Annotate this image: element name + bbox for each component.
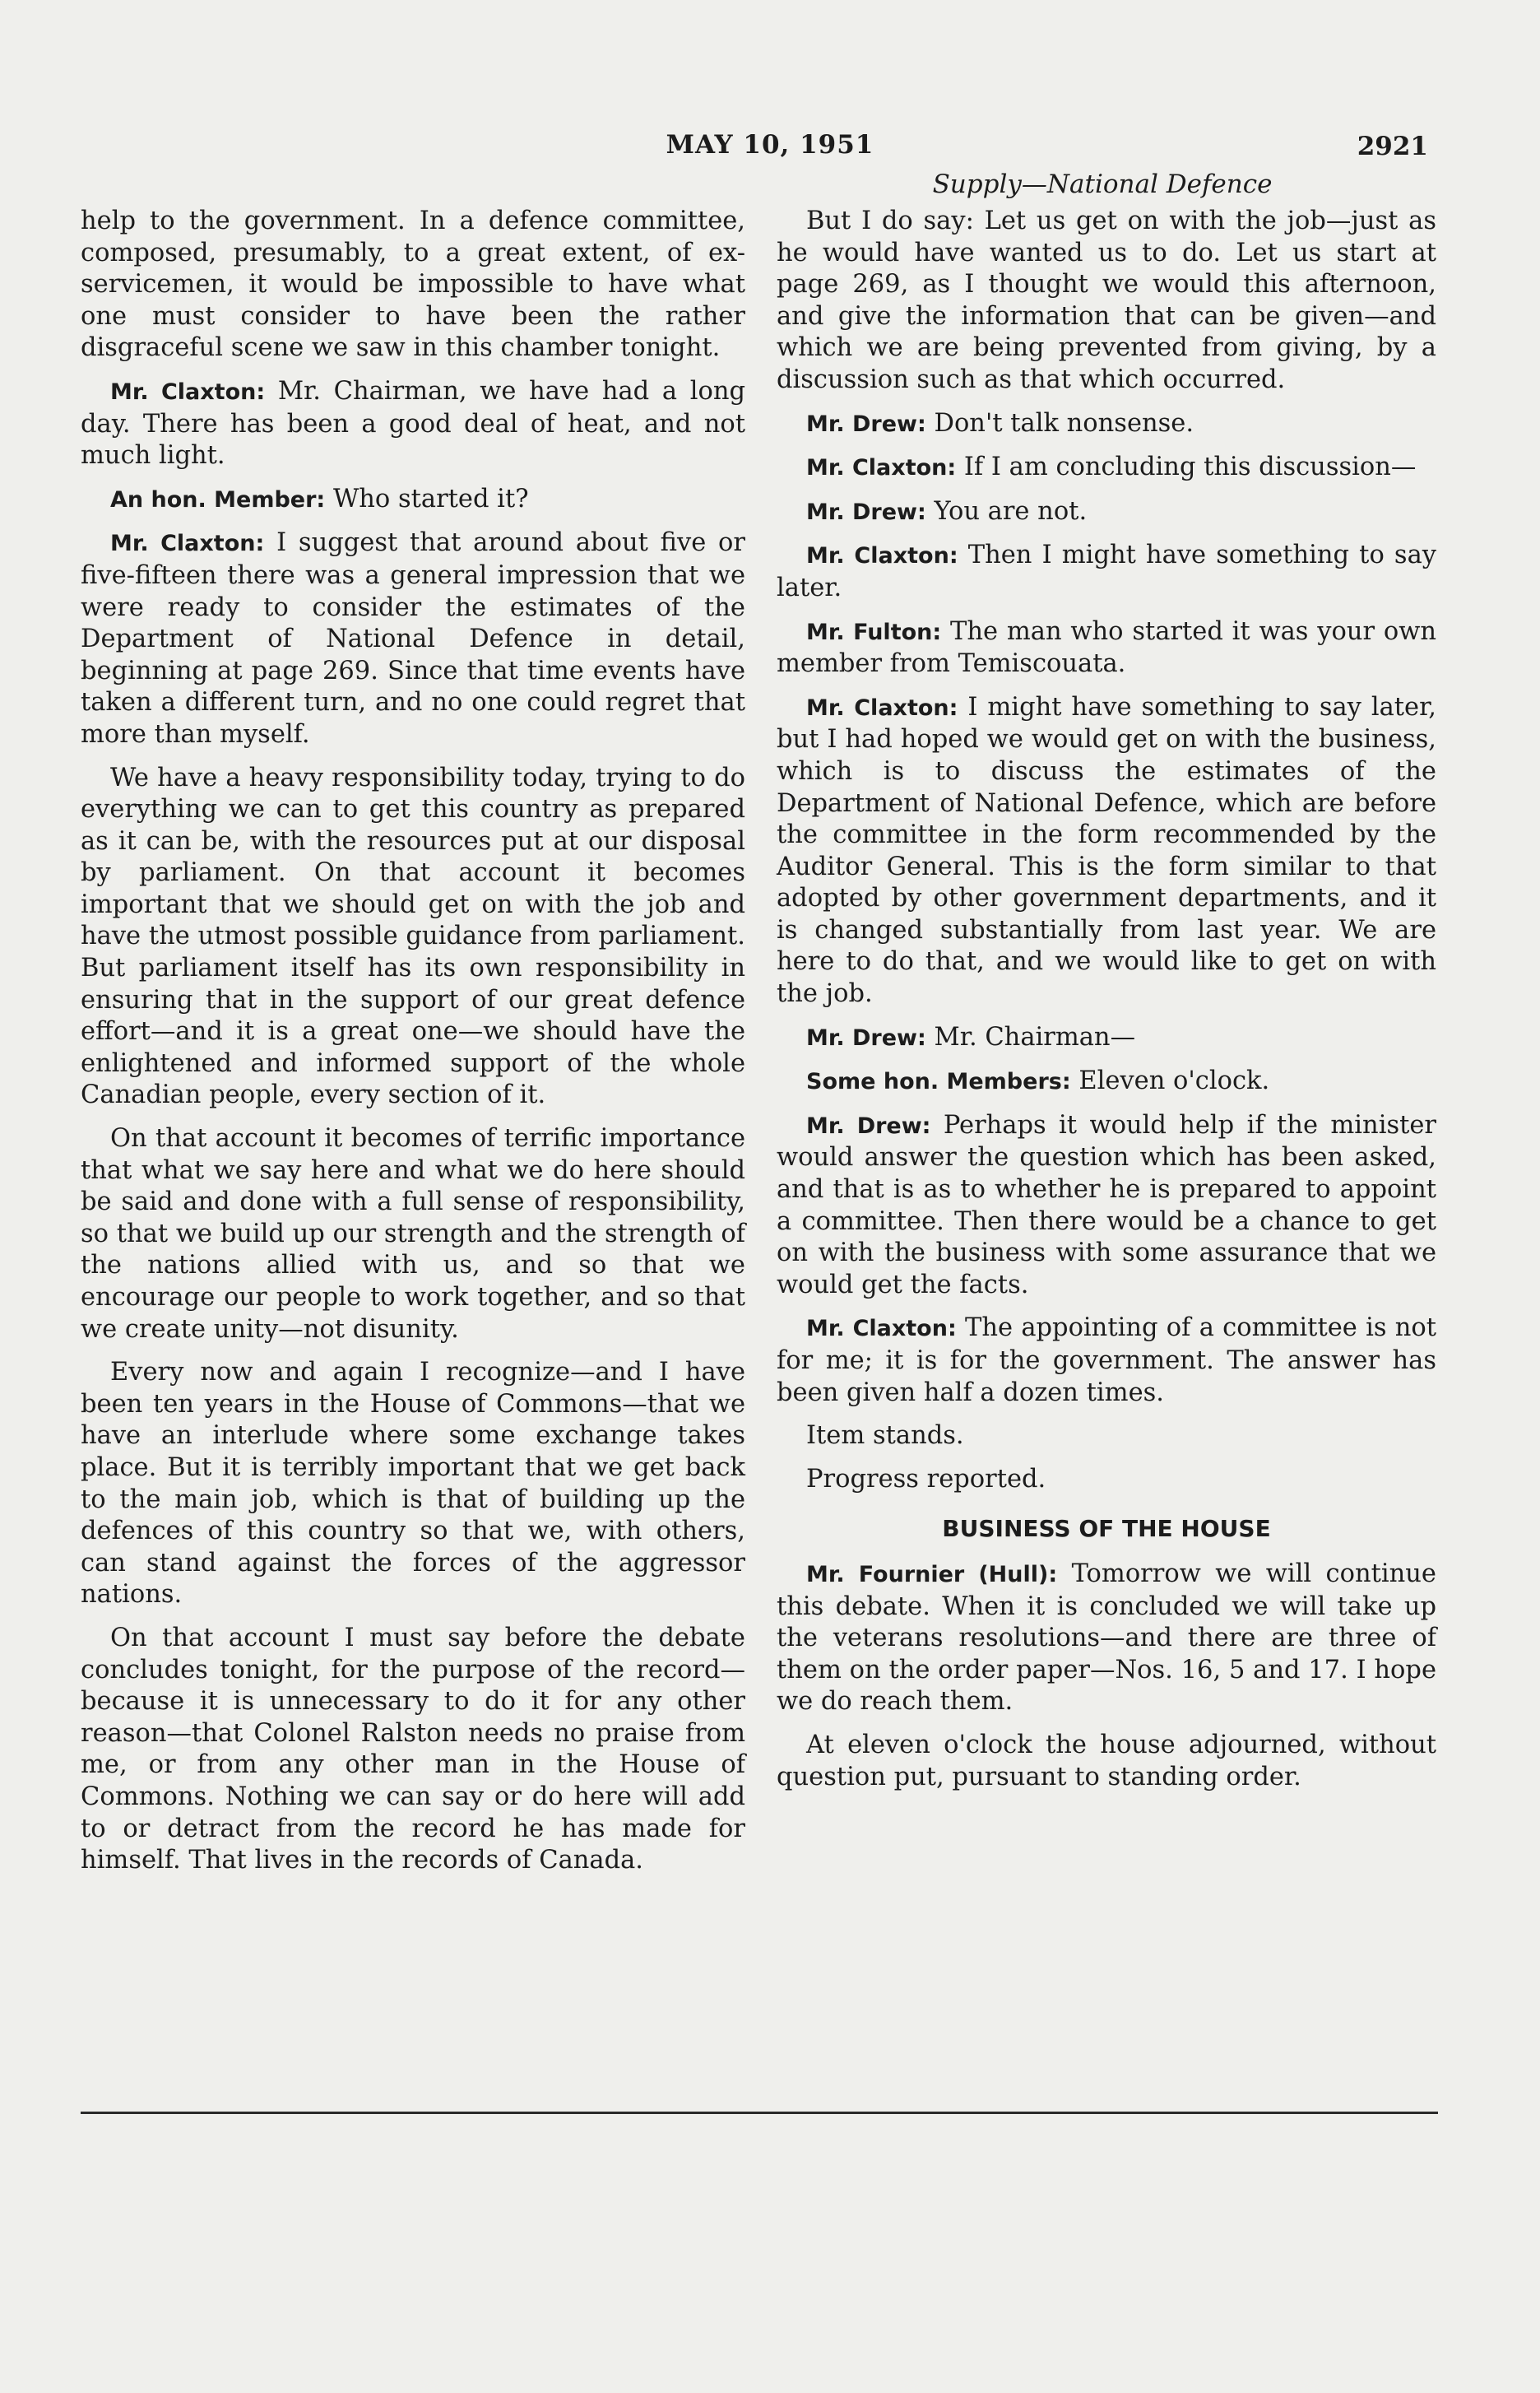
speech-text: You are not. [934,496,1088,526]
paragraph [81,527,745,750]
speaker-name: Mr. Claxton: [110,531,265,557]
speech-text: Perhaps it would help if the minister would answer the question which has been asked, and that is as to whether he is prepared to appoint a committee. Then there would be a chance to get on with the business with some assurance that we would get the facts. [777,1110,1436,1299]
speech-text: The man who started it was your own member from Temiscouata. [777,616,1436,679]
paragraph: But I do say: Let us get on with the job—just as he would have wanted us to do. Let us start at page 269, as I thought we would this afternoon, and give the information that can be given—and which we are being prevented from giving, by a discussion such as that which occurred. [777,207,1436,394]
paragraph [777,540,1436,604]
paragraph [81,484,745,517]
speaker-name: Mr. Drew: [806,1025,926,1051]
speech-text: The appointing of a committee is not for me; it is for the government. The answer has been given half a dozen times. [777,1313,1437,1407]
speaker-name: Mr. Fulton: [806,619,942,645]
speaker-name: An hon. Member: [110,486,326,513]
page-date: MAY 10, 1951 [666,130,874,160]
section-heading: BUSINESS OF THE HOUSE [942,1515,1271,1543]
speaker-name: Mr. Drew: [806,499,926,525]
speaker-name: Mr. Claxton: [806,695,958,721]
paragraph: At eleven o'clock the house adjourned, without question put, pursuant to standing order. [777,1730,1436,1791]
speaker-name: Mr. Claxton: [806,543,958,569]
speaker-name: Mr. Drew: [806,1113,931,1139]
paragraph [777,1022,1436,1055]
paragraph: Progress reported. [806,1464,1046,1494]
paragraph: On that account I must say before the debate concludes tonight, for the purpose of the record—because it is unnecessary to do it for any other reason—that Colonel Ralston needs no praise from me, or from any other man in the House of Commons. Nothing we can say or do here will add to or detract from the record he has made for himself. That lives in the records of Canada. [81,1623,745,1875]
speech-text: Eleven o'clock. [1078,1066,1270,1096]
paragraph: On that account it becomes of terrific importance that what we say here and what we do here should be said and done with a full sense of responsibility, so that we build up our strength and the strength of the nations allied with us, and so that we encourage our people to work together, and so that we create unity—not disunity. [81,1124,745,1344]
speech-text: Mr. Chairman, we have had a long day. There has been a good deal of heat, and not much light. [81,376,746,471]
speech-text: Tomorrow we will continue this debate. When it is concluded we will take up the veterans resolutions—and there are three of them on the order paper—Nos. 16, 5 and 17. I hope we do reach them. [777,1559,1436,1717]
speaker-name: Mr. Claxton: [110,379,266,405]
speaker-name: Some hon. Members: [806,1069,1071,1095]
speech-text: Who started it? [332,484,529,513]
speech-text: Don't talk nonsense. [934,408,1194,438]
paragraph [777,1066,1436,1099]
speech-text: Then I might have something to say later. [777,541,1437,602]
speaker-name: Mr. Drew: [806,411,926,437]
paragraph [777,1559,1436,1718]
paragraph: Every now and again I recognize—and I have been ten years in the House of Commons—that we have an interlude where some exchange takes place. But it is terribly important that we get back to the main job, which is that of building up the defences of this country so that we, with others, can stand against the forces of the aggressor nations. [81,1358,745,1610]
speaker-name: Mr. Fournier (Hull): [806,1561,1058,1587]
paragraph [777,616,1436,681]
paragraph [777,1313,1436,1409]
paragraph: We have a heavy responsibility today, trying to do everything we can to get this country as prepared as it can be, with the resources put at our disposal by parliament. On that account it becomes important that we should get on with the job and have the utmost possible guidance from parliament. But parliament itself has its own responsibility in ensuring that in the support of our great defence effort—and it is a great one—we should have the enlightened and informed support of the whole Canadian people, every section of it. [81,763,745,1110]
speech-text: I might have something to say later, but I had hoped we would get on with the business, which is to discuss the estimates of the Department of National Defence, which are before the committee in the form recommended by the Auditor General. This is the form similar to that adopted by other government departments, and it is changed substantially from last year. We are here to do that, and we would like to get on with the job. [777,692,1437,1009]
paragraph [777,496,1436,529]
bottom-rule [81,2112,1438,2114]
right-column [777,206,1436,1805]
left-column [81,206,745,1889]
speech-text: I suggest that around about five or five-fifteen there was a general impression that we were ready to consider the estimates of the Department of National Defence in detail, beginning at page 269. Since that time events have taken a different turn, and no one could regret that more than myself. [81,528,745,749]
paragraph: help to the government. In a defence committee, composed, presumably, to a great extent, of ex-servicemen, it would be impossible to have what one must consider to have been the rather disgraceful scene we saw in this chamber tonight. [81,207,745,363]
running-head: Supply—National Defence [932,170,1273,199]
paragraph: Item stands. [806,1421,964,1451]
paragraph [777,1110,1436,1302]
paragraph [777,408,1436,441]
page-number: 2921 [1357,132,1428,161]
speech-text: Mr. Chairman— [934,1022,1136,1052]
speaker-name: Mr. Claxton: [806,455,957,481]
speech-text: If I am concluding this discussion— [963,453,1417,482]
paragraph [777,452,1436,485]
speaker-name: Mr. Claxton: [806,1316,957,1342]
paragraph [81,376,745,472]
paragraph [777,692,1436,1011]
